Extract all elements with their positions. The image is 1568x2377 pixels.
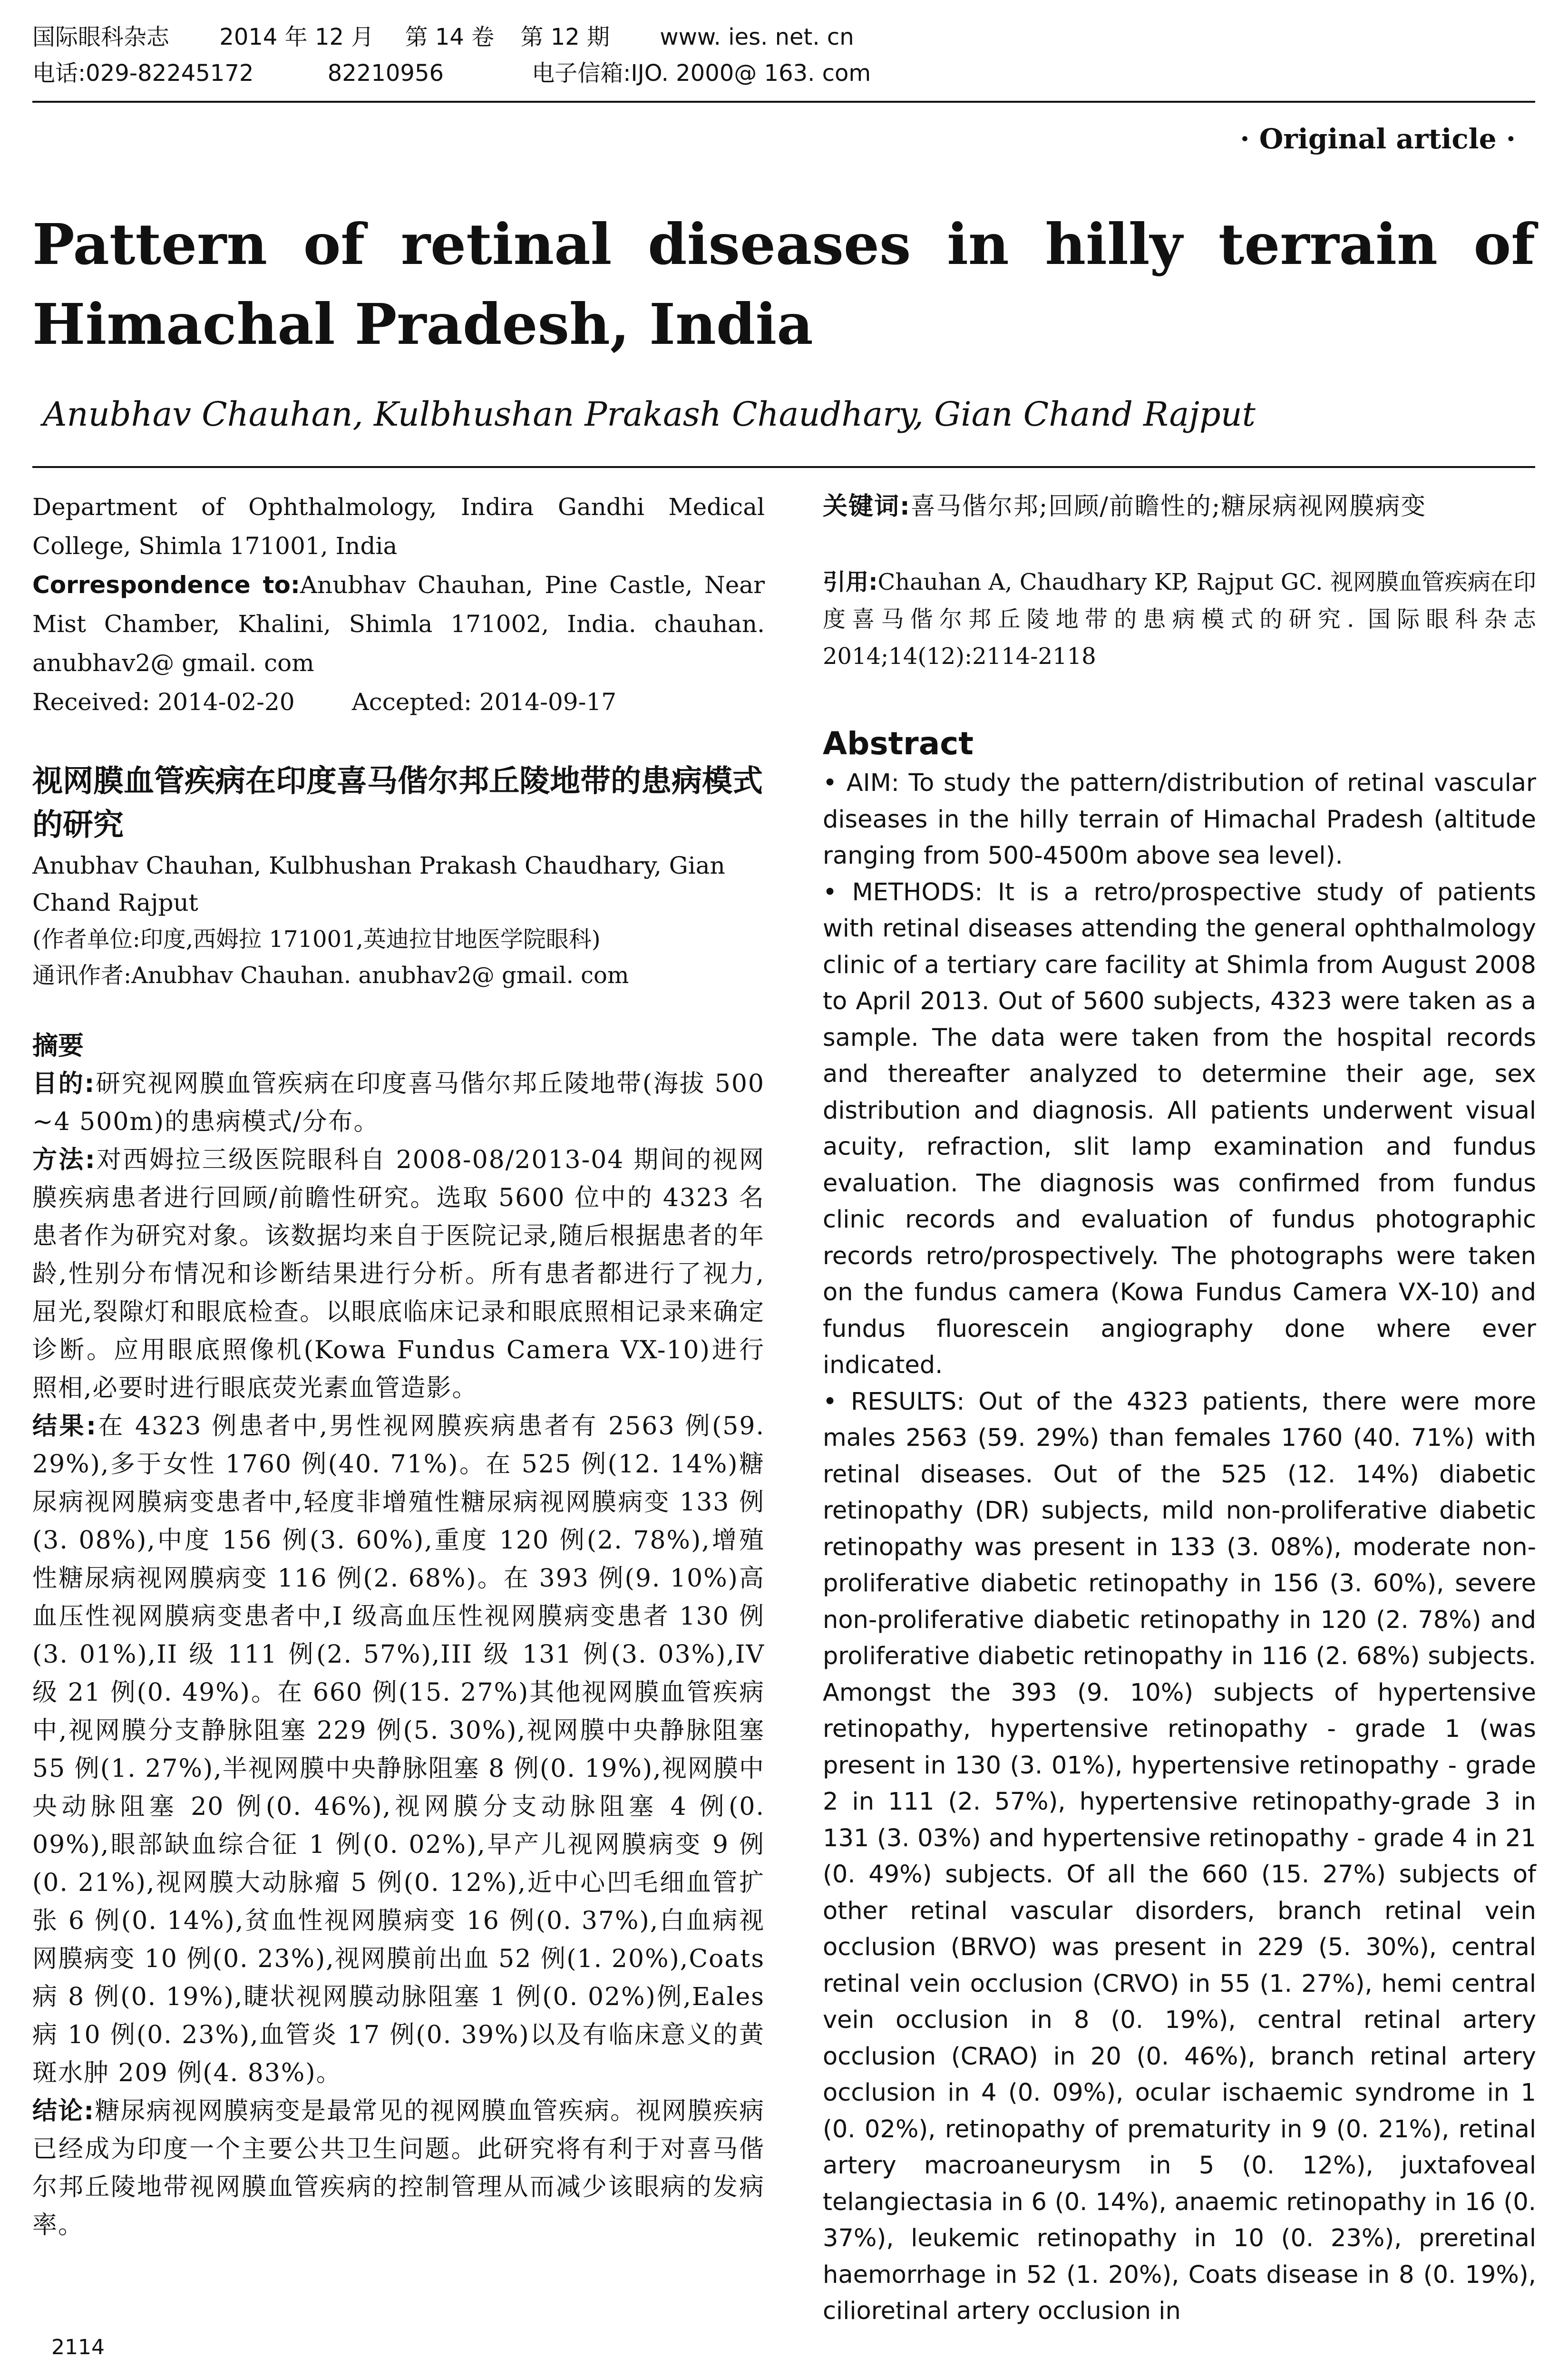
received-date: Received: 2014-02-20: [32, 688, 295, 716]
header-line-2: [32, 55, 1535, 91]
phone-2: 82210956: [327, 60, 444, 87]
cn-keywords: [823, 487, 1536, 526]
abstract-methods: • METHODS: It is a retro/prospective study of patients with retinal diseases attending the general ophthalmology clinic of a tertiary care facility at Shimla from August 2008 to April 2013. Out of 5600 subjects, 4323 were taken as a sample. The data were taken from the hospital records and thereafter analyzed to determine their age, sex distribution and diagnosis. All patients underwent visual acuity, refraction, slit lamp examination and fundus evaluation. The diagnosis was confirmed from fundus clinic records and evaluation of fundus photographic records retro/prospectively. The photographs were taken on the fundus camera (Kowa Fundus Camera VX-10) and fundus fluorescein angiography done where ever indicated.: [823, 878, 1536, 1379]
accepted-date: Accepted: 2014-09-17: [351, 688, 617, 716]
volume: 第 14 卷: [405, 24, 495, 50]
correspondence-text: Anubhav Chauhan, Pine Castle, Near Mist Chamber, Khalini, Shimla 171002, India. chauhan. anubhav2@ gmail. com: [32, 571, 765, 677]
cn-conclusion: [32, 2092, 765, 2244]
cn-keywords-label: 关键词:: [823, 492, 911, 521]
cn-citation-text: Chauhan A, Chaudhary KP, Rajput GC. 视网膜血管疾病在印度喜马偕尔邦丘陵地带的患病模式的研究. 国际眼科杂志 2014;14(12):2114-2118: [823, 569, 1536, 670]
dates: [32, 682, 765, 721]
cn-citation: [823, 564, 1536, 675]
cn-aim-label: 目的:: [32, 1070, 96, 1098]
left-column: [32, 487, 765, 2244]
cn-abstract-heading: 摘要: [32, 1031, 84, 1061]
cn-methods-label: 方法:: [32, 1146, 96, 1174]
section-tag: · Original article ·: [1240, 123, 1516, 155]
article-title: Pattern of retinal diseases in hilly terrain of Himachal Pradesh, India: [32, 211, 1535, 357]
issue: 第 12 期: [520, 24, 610, 50]
journal-header: [32, 19, 1535, 91]
header-rule: [32, 101, 1535, 103]
cn-title: 视网膜血管疾病在印度喜马偕尔邦丘陵地带的患病模式的研究: [32, 764, 763, 843]
phone: 电话:029-82245172: [32, 60, 254, 87]
right-column: [823, 487, 1536, 2330]
page-number: 2114: [51, 2335, 105, 2359]
email: 电子信箱:IJO. 2000@ 163. com: [532, 60, 871, 87]
abstract-results: • RESULTS: Out of the 4323 patients, there were more males 2563 (59. 29%) than females 1760 (40. 71%) with retinal diseases. Out of the 525 (12. 14%) diabetic retinopathy (DR) subjects, mild non-proliferative diabetic retinopathy was present in 133 (3. 08%), moderate non-proliferative diabetic retinopathy in 156 (3. 60%), severe non-proliferative diabetic retinopathy in 120 (2. 78%) and proliferative diabetic retinopathy in 116 (2. 68%) subjects. Amongst the 393 (9. 10%) subjects of hypertensive retinopathy, hypertensive retinopathy - grade 1 (was present in 130 (3. 01%), hypertensive retinopathy - grade 2 in 111 (2. 57%), hypertensive retinopathy-grade 3 in 131 (3. 03%) and hypertensive retinopathy - grade 4 in 21 (0. 49%) subjects. Of all the 660 (15. 27%) subjects of other retinal vascular disorders, branch retinal vein occlusion (BRVO) was present in 229 (5. 30%), central retinal vein occlusion (CRVO) in 55 (1. 27%), hemi central vein occlusion in 8 (0. 19%), central retinal artery occlusion (CRAO) in 20 (0. 46%), branch retinal artery occlusion in 4 (0. 09%), ocular ischaemic syndrome in 1 (0. 02%), retinopathy of prematurity in 9 (0. 21%), retinal artery macroaneurysm in 5 (0. 12%), juxtafoveal telangiectasia in 6 (0. 14%), anaemic retinopathy in 16 (0. 37%), leukemic retinopathy in 10 (0. 23%), preretinal haemorrhage in 52 (1. 20%), Coats disease in 8 (0. 19%), cilioretinal artery occlusion in: [823, 1387, 1536, 2325]
journal-name: 国际眼科杂志: [32, 24, 170, 50]
authors-rule: [32, 466, 1535, 468]
affiliation: Department of Ophthalmology, Indira Gandhi Medical College, Shimla 171001, India: [32, 493, 765, 560]
issue-date: 2014 年 12 月: [219, 24, 374, 50]
abstract-aim: • AIM: To study the pattern/distribution of retinal vascular diseases in the hilly terrain of Himachal Pradesh (altitude ranging from 500-4500m above sea level).: [823, 769, 1536, 870]
cn-results: [32, 1407, 765, 2092]
cn-correspondence: 通讯作者:Anubhav Chauhan. anubhav2@ gmail. com: [32, 962, 629, 989]
cn-keywords-text: 喜马偕尔邦;回顾/前瞻性的;糖尿病视网膜病变: [910, 492, 1427, 521]
abstract-heading: Abstract: [823, 725, 974, 762]
cn-aim: [32, 1065, 765, 1141]
correspondence-label: Correspondence to:: [32, 571, 300, 599]
cn-conclusion-label: 结论:: [32, 2097, 95, 2125]
header-line-1: [32, 19, 1535, 55]
cn-results-label: 结果:: [32, 1412, 97, 1441]
cn-methods: [32, 1141, 765, 1407]
cn-conclusion-text: 糖尿病视网膜病变是最常见的视网膜血管疾病。视网膜疾病已经成为印度一个主要公共卫生问题。此研究将有利于对喜马偕尔邦丘陵地带视网膜血管疾病的控制管理从而减少该眼病的发病率。: [32, 2097, 765, 2240]
cn-unit: (作者单位:印度,西姆拉 171001,英迪拉甘地医学院眼科): [32, 926, 601, 953]
article-authors: Anubhav Chauhan, Kulbhushan Prakash Chaudhary, Gian Chand Rajput: [43, 395, 1256, 434]
cn-aim-text: 研究视网膜血管疾病在印度喜马偕尔邦丘陵地带(海拔 500 ~4 500m)的患病模式/分布。: [32, 1070, 765, 1136]
cn-citation-label: 引用:: [823, 569, 878, 595]
cn-results-text: 在 4323 例患者中,男性视网膜疾病患者有 2563 例(59. 29%),多于女性 1760 例(40. 71%)。在 525 例(12. 14%)糖尿病视网膜病变患者中,轻度非增殖性糖尿病视网膜病变 133 例(3. 08%),中度 156 例(3. 60%),重度 120 例(2. 78%),增殖性糖尿病视网膜病变 116 例(2. 68%)。在 393 例(9. 10%)高血压性视网膜病变患者中,I 级高血压性视网膜病变患者 130 例(3. 01%),II 级 111 例(2. 57%),III 级 131 例(3. 03%),IV 级 21 例(0. 49%)。在 660 例(15. 27%)其他视网膜血管疾病中,视网膜分支静脉阻塞 229 例(5. 30%),视网膜中央静脉阻塞 55 例(1. 27%),半视网膜中央静脉阻塞 8 例(0. 19%),视网膜中央动脉阻塞 20 例(0. 46%),视网膜分支动脉阻塞 4 例(0. 09%),眼部缺血综合征 1 例(0. 02%),早产儿视网膜病变 9 例(0. 21%),视网膜大动脉瘤 5 例(0. 12%),近中心凹毛细血管扩张 6 例(0. 14%),贫血性视网膜病变 16 例(0. 37%),白血病视网膜病变 10 例(0. 23%),视网膜前出血 52 例(1. 20%),Coats 病 8 例(0. 19%),睫状视网膜动脉阻塞 1 例(0. 02%)例,Eales 病 10 例(0. 23%),血管炎 17 例(0. 39%)以及有临床意义的黄斑水肿 209 例(4. 83%)。: [32, 1412, 765, 2087]
cn-methods-text: 对西姆拉三级医院眼科自 2008-08/2013-04 期间的视网膜疾病患者进行回顾/前瞻性研究。选取 5600 位中的 4323 名患者作为研究对象。该数据均来自于医院记录,随后根据患者的年龄,性别分布情况和诊断结果进行分析。所有患者都进行了视力,屈光,裂隙灯和眼底检查。以眼底临床记录和眼底照相记录来确定诊断。应用眼底照像机(Kowa Fundus Camera VX-10)进行照相,必要时进行眼底荧光素血管造影。: [32, 1146, 765, 1403]
correspondence: [32, 565, 765, 682]
cn-authors: Anubhav Chauhan, Kulbhushan Prakash Chaudhary, Gian Chand Rajput: [32, 852, 725, 916]
website: www. ies. net. cn: [660, 24, 854, 50]
